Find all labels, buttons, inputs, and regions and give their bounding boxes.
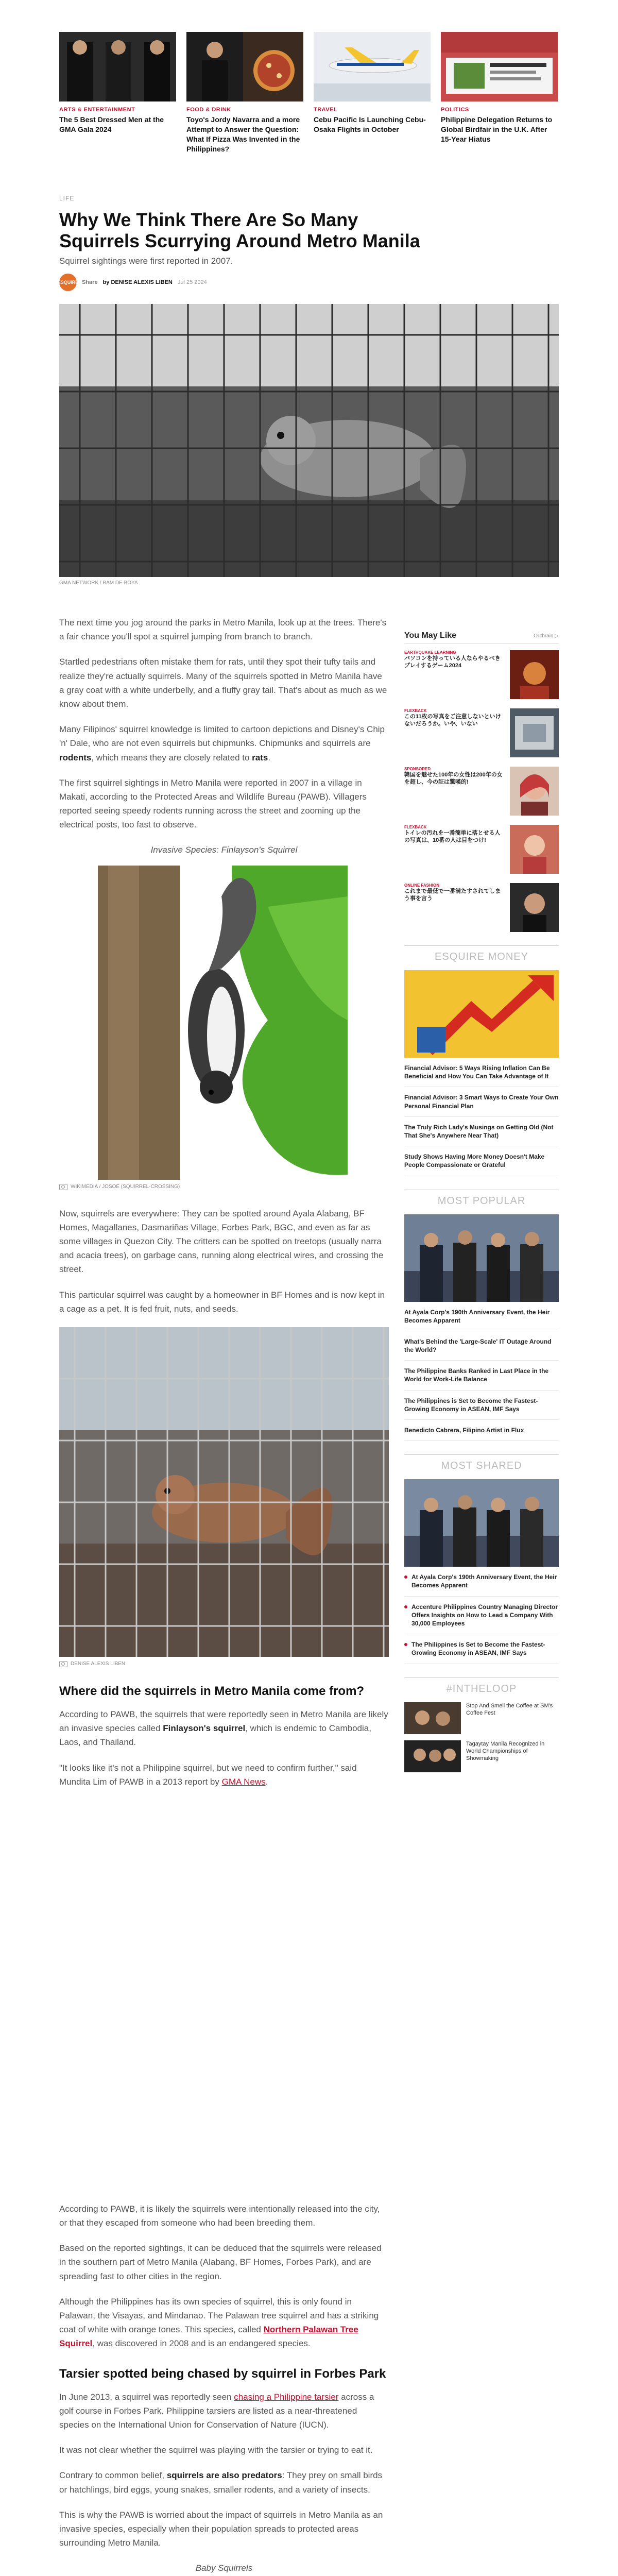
paragraph: This is why the PAWB is worried about the impact of squirrels in Metro Manila as an invasive species, especially when their population spreads to protected areas surrounding Metro Manila. — [59, 2510, 383, 2548]
intheloop-item[interactable]: Tagaytay Manila Recognized in World Championships of Showmaking — [404, 1740, 559, 1772]
article-header — [59, 195, 559, 291]
money-feature-image[interactable] — [404, 970, 559, 1058]
intheloop-item[interactable]: Stop And Smell the Coffee at SM's Coffee Fest — [404, 1702, 559, 1734]
sponsored-item[interactable] — [404, 650, 559, 699]
money-article-link[interactable]: The Truly Rich Lady's Musings on Getting Old (Not That She's Anywhere Near That) — [404, 1117, 559, 1146]
sidebar — [404, 631, 559, 1778]
image-credit: WIKIMEDIA / JOSOE (SQUIRREL-CROSSING) — [59, 1183, 389, 1191]
sponsor-title[interactable]: これまで最低で一番満たすされてしまう事を言う — [404, 888, 501, 902]
bullet-icon — [404, 1643, 407, 1646]
most-popular-heading: MOST POPULAR — [404, 1190, 559, 1207]
sponsor-source: FLEXBACK — [404, 708, 427, 713]
you-may-like-header — [404, 631, 559, 644]
money-article-link[interactable]: Study Shows Having More Money Doesn't Make People Compassionate or Grateful — [404, 1146, 559, 1176]
bold-term: rodents — [59, 752, 92, 762]
intheloop-list — [404, 1702, 559, 1772]
story-category: ARTS & ENTERTAINMENT — [59, 107, 135, 113]
paragraph: Based on the reported sightings, it can be deduced that the squirrels were released in the southern part of Metro Manila (Alabang, BF Homes, Forbes Park), and are spreading fast to other cities in the region. — [59, 2243, 382, 2281]
tarsier-link[interactable]: chasing a Philippine tarsier — [234, 2392, 339, 2402]
camera-icon — [59, 1184, 67, 1190]
story-thumbnail — [441, 32, 558, 101]
squirrel-cage-photo — [59, 304, 559, 577]
story-thumbnail — [186, 32, 303, 101]
article-headline: Why We Think There Are So Many Squirrels Scurrying Around Metro Manila — [59, 209, 420, 252]
popular-article-link[interactable]: What's Behind the 'Large-Scale' IT Outage Around the World? — [404, 1331, 559, 1361]
sponsor-source: EARTHQUAKE LEARNING — [404, 650, 456, 655]
paragraph: According to PAWB, it is likely the squirrels were intentionally released into the city, or that they escaped from someone who had been breeding them. — [59, 2204, 380, 2228]
bold-term: squirrels are also predators — [166, 2470, 282, 2481]
image-title: Invasive Species: Finlayson's Squirrel — [150, 845, 298, 855]
sponsor-title[interactable]: パソコンを持っている人ならやるべきプレイするゲーム2024 — [404, 655, 501, 669]
bullet-icon — [404, 1605, 407, 1608]
paragraph: Although the Philippines has its own species of squirrel, this is only found in Palawan, the Visayas, and Mindanao. The Palawan tree squirrel and has a striking coat of white with orange tones. This species, called Northern Palawan Tree Squirrel, was discovered in 2008 and is an endangered species. — [59, 2296, 379, 2349]
paragraph: The next time you jog around the parks in Metro Manila, look up at the trees. There's a fair chance you'll spot a squirrel jumping from branch to branch. — [59, 618, 387, 642]
sponsor-source: FLEXBACK — [404, 825, 427, 829]
pet-squirrel-photo — [59, 1327, 389, 1657]
sponsor-source: ONLINE FASHION — [404, 883, 440, 888]
sponsor-thumbnail — [510, 883, 559, 932]
author-avatar: ESQUIRE — [59, 274, 77, 291]
sponsored-item[interactable] — [404, 708, 559, 757]
sponsor-thumbnail — [510, 767, 559, 816]
paragraph: It was not clear whether the squirrel was playing with the tarsier or trying to eat it. — [59, 2445, 373, 2455]
article-body — [59, 616, 389, 2576]
story-category: POLITICS — [441, 107, 469, 113]
bold-term: rats — [252, 752, 268, 762]
paragraph: According to PAWB, the squirrels that were reportedly seen in Metro Manila are likely an invasive species called Finlayson's squirrel, which is endemic to Cambodia, Laos, and Thailand. — [59, 1709, 388, 1748]
paragraph: Startled pedestrians often mistake them for rats, until they spot their tufty tails and realize they're actually squirrels. Many of the squirrels spotted in Metro Manila have a gray coat with a white underbelly, and a fluffy gray tail. That's about as much as we know about them. — [59, 657, 387, 709]
money-list — [404, 1058, 559, 1176]
outbrain-label[interactable]: Outbrain ▷ — [534, 633, 559, 639]
sponsored-item[interactable] — [404, 767, 559, 816]
paragraph: Contrary to common belief, squirrels are also predators: They prey on small birds or hatchlings, bird eggs, young snakes, smaller rodents, and a variety of insects. — [59, 2470, 383, 2495]
sponsor-title[interactable]: 韓国を魅せた100年の女性は200年の女を超し、今の証は驚嘆的! — [404, 772, 503, 786]
sponsor-thumbnail — [510, 825, 559, 874]
story-title[interactable]: Cebu Pacific Is Launching Cebu-Osaka Flights in October — [314, 115, 426, 133]
shared-article-link[interactable]: The Philippines is Set to Become the Fastest-Growing Economy in ASEAN, IMF Says — [404, 1634, 559, 1664]
story-thumbnail — [314, 32, 431, 101]
sponsor-title[interactable]: トイレの汚れを一番簡単に落とせる人の写真は、10番の人は目をつけ! — [404, 830, 501, 844]
popular-article-link[interactable]: The Philippines is Set to Become the Fastest-Growing Economy in ASEAN, IMF Says — [404, 1391, 559, 1420]
finlayson-squirrel-photo — [98, 866, 348, 1180]
related-story-card[interactable] — [441, 32, 558, 156]
money-article-link[interactable]: Financial Advisor: 5 Ways Rising Inflation Can Be Beneficial and How You Can Take Advantage of It — [404, 1058, 559, 1087]
shared-article-link[interactable]: Accenture Philippines Country Managing Director Offers Insights on How to Lead a Company With 30,000 Employees — [404, 1597, 559, 1635]
most-shared-heading: MOST SHARED — [404, 1454, 559, 1472]
camera-icon — [59, 1661, 67, 1667]
gma-news-link[interactable]: GMA News — [221, 1776, 266, 1787]
share-button[interactable]: Share — [82, 279, 98, 285]
popular-article-link[interactable]: The Philippine Banks Ranked in Last Place in the World for Work-Life Balance — [404, 1361, 559, 1390]
shared-feature-image[interactable] — [404, 1479, 559, 1567]
sponsor-thumbnail — [510, 650, 559, 699]
section-heading: Tarsier spotted being chased by squirrel in Forbes Park — [59, 2366, 386, 2381]
popular-feature-image[interactable] — [404, 1214, 559, 1302]
related-story-card[interactable] — [314, 32, 431, 156]
shared-article-link[interactable]: At Ayala Corp's 190th Anniversary Event, the Heir Becomes Apparent — [404, 1567, 559, 1596]
byline — [59, 274, 559, 291]
story-category: FOOD & DRINK — [186, 107, 231, 113]
related-story-card[interactable] — [59, 32, 176, 156]
image-title: Baby Squirrels — [195, 2563, 253, 2573]
popular-list — [404, 1302, 559, 1442]
hero-caption: GMA NETWORK / BAM DE BOYA — [59, 580, 138, 586]
sponsor-title[interactable]: この11枚の写真をご注意しないといけないだろうか。いや、いない — [404, 714, 501, 727]
section-heading: Where did the squirrels in Metro Manila come from? — [59, 1684, 365, 1698]
story-title[interactable]: Philippine Delegation Returns to Global Birdfair in the U.K. After 15-Year Hiatus — [441, 115, 553, 143]
image-credit: DENISE ALEXIS LIBEN — [59, 1660, 389, 1668]
shared-list — [404, 1567, 559, 1664]
story-title[interactable]: The 5 Best Dressed Men at the GMA Gala 2024 — [59, 115, 164, 133]
paragraph: In June 2013, a squirrel was reportedly seen chasing a Philippine tarsier across a golf course in Forbes Park. Philippine tarsiers are listed as a near-threatened species on the International Union for Conservation of Nature (IUCN). — [59, 2392, 374, 2430]
story-title[interactable]: Toyo's Jordy Navarra and a more Attempt to Answer the Question: What If Pizza Was Invented in the Philippines? — [186, 115, 300, 153]
article-section[interactable]: LIFE — [59, 195, 75, 202]
intheloop-thumbnail — [404, 1702, 461, 1734]
you-may-like-title: You May Like — [404, 631, 457, 640]
sponsored-item[interactable] — [404, 883, 559, 932]
sponsor-source: SPONSORED — [404, 767, 431, 771]
author-name[interactable]: by DENISE ALEXIS LIBEN — [102, 279, 173, 285]
palawan-squirrel-link[interactable]: Northern Palawan Tree Squirrel — [59, 2325, 358, 2349]
paragraph: Many Filipinos' squirrel knowledge is limited to cartoon depictions and Disney's Chip 'n' Dale, who are not even squirrels but chipmunks. Chipmunks and squirrels are rodents, which means they are closely related to rats. — [59, 724, 385, 762]
paragraph: This particular squirrel was caught by a homeowner in BF Homes and is now kept in a cage as a pet. It is fed fruit, nuts, and seeds. — [59, 1290, 385, 1314]
sponsor-thumbnail — [510, 708, 559, 757]
bold-term: Finlayson's squirrel — [163, 1723, 246, 1734]
esquire-money-heading: ESQUIRE MONEY — [404, 945, 559, 963]
bullet-icon — [404, 1575, 407, 1579]
embed-placeholder — [59, 1800, 389, 2202]
paragraph: "It looks like it's not a Philippine squirrel, but we need to confirm further," said Mundita Lim of PAWB in a 2013 report by GMA News. — [59, 1762, 357, 1787]
intheloop-thumbnail — [404, 1740, 461, 1772]
publish-date: Jul 25 2024 — [177, 279, 207, 285]
story-category: TRAVEL — [314, 107, 338, 113]
paragraph: The first squirrel sightings in Metro Manila were reported in 2007 in a village in Makati, according to the Protected Areas and Wildlife Bureau (PAWB). Villagers reported seeing speedy rodents running across the street and zooming up the electrical posts, too fast to observe. — [59, 777, 367, 830]
popular-article-link[interactable]: At Ayala Corp's 190th Anniversary Event, the Heir Becomes Apparent — [404, 1302, 559, 1331]
related-stories-strip — [59, 32, 559, 156]
sponsored-item[interactable] — [404, 825, 559, 874]
story-thumbnail — [59, 32, 176, 101]
article-dek: Squirrel sightings were first reported in 2007. — [59, 256, 233, 266]
money-article-link[interactable]: Financial Advisor: 3 Smart Ways to Create Your Own Personal Financial Plan — [404, 1087, 559, 1116]
paragraph: Now, squirrels are everywhere: They can be spotted around Ayala Alabang, BF Homes, Magallanes, Dasmariñas Village, Forbes Park, BGC, and even as far as some villages in Quezon City. The critters can be spotted on treetops (usually narra and acacia trees), on garbage cans, running along electrical wires, and crossing the street. — [59, 1208, 384, 1275]
hero-image — [59, 304, 559, 585]
related-story-card[interactable] — [186, 32, 303, 156]
popular-article-link[interactable]: Benedicto Cabrera, Filipino Artist in Flux — [404, 1420, 559, 1441]
intheloop-heading: #INTHELOOP — [404, 1677, 559, 1695]
